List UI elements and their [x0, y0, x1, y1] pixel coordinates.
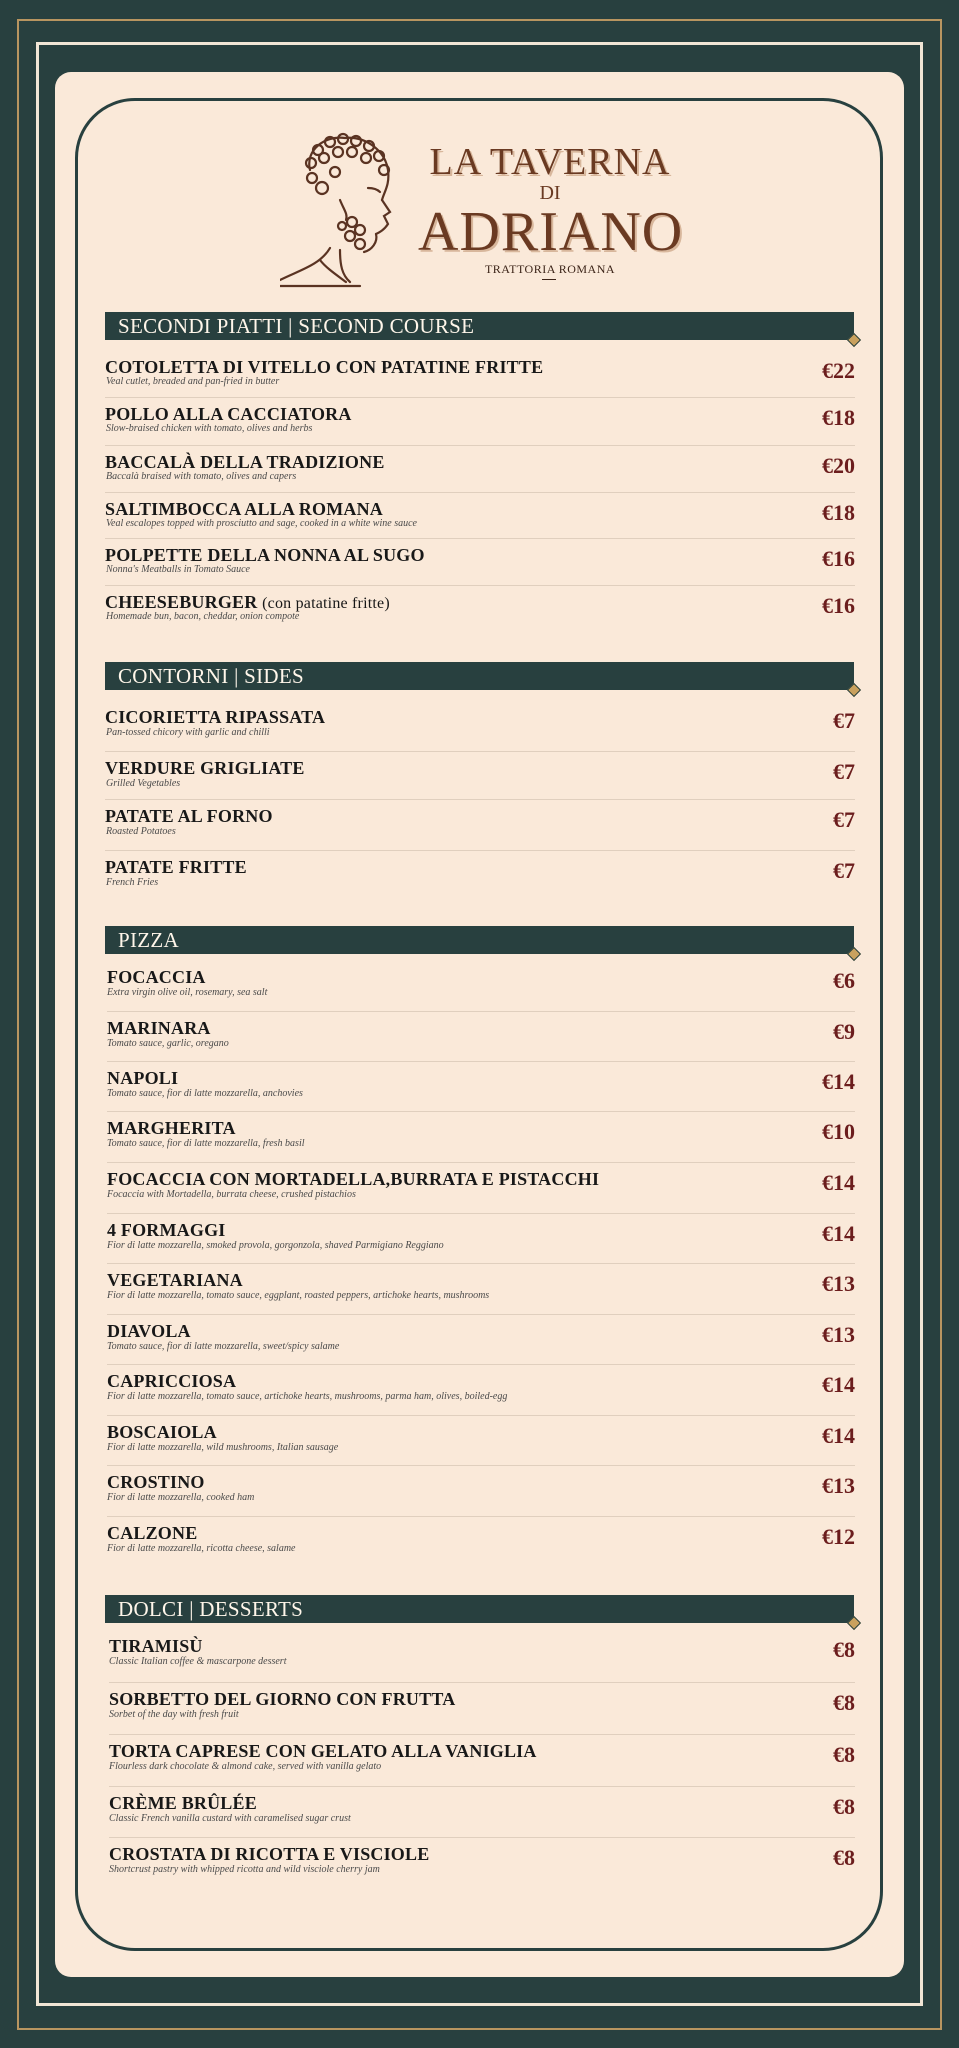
- menu-item-name: [109, 1741, 537, 1762]
- menu-item-description: Grilled Vegetables: [106, 778, 181, 789]
- menu-item-name: [107, 1422, 217, 1443]
- item-divider: [105, 585, 855, 586]
- item-divider: [105, 397, 855, 398]
- menu-item-description: Shortcrust pastry with whipped ricotta and wild visciole cherry jam: [109, 1864, 380, 1875]
- menu-item-description: Baccalà braised with tomato, olives and capers: [106, 471, 297, 482]
- subtitle-divider: [542, 279, 556, 280]
- menu-item-price: €20: [822, 453, 855, 478]
- menu-item-price: €13: [822, 1473, 855, 1498]
- item-divider: [109, 1837, 855, 1838]
- item-divider: [105, 751, 855, 752]
- menu-header: [280, 130, 700, 290]
- menu-item-price: €13: [822, 1271, 855, 1296]
- item-divider: [107, 1516, 855, 1517]
- item-divider: [107, 1314, 855, 1315]
- menu-item-description: Focaccia with Mortadella, burrata cheese, crushed pistachios: [107, 1189, 356, 1200]
- menu-item-description: Tomato sauce, fior di latte mozzarella, sweet/spicy salame: [107, 1341, 340, 1352]
- item-divider: [107, 1263, 855, 1264]
- menu-item-name-note: (con patatine fritte): [262, 595, 390, 612]
- restaurant-title-line3: ADRIANO: [418, 201, 684, 263]
- menu-item-name-text: PATATE AL FORNO: [105, 806, 273, 826]
- restaurant-subtitle: TRATTORIA ROMANA: [484, 262, 616, 276]
- menu-item-description: Fior di latte mozzarella, cooked ham: [107, 1492, 255, 1503]
- menu-item-price: €10: [822, 1119, 855, 1144]
- menu-item-name-text: PATATE FRITTE: [105, 857, 247, 877]
- menu-item-name-text: FOCACCIA: [107, 967, 206, 987]
- menu-item-price: €18: [822, 405, 855, 430]
- menu-item-price: €14: [822, 1221, 855, 1246]
- menu-item-description: Classic Italian coffee & mascarpone dessert: [109, 1656, 287, 1667]
- item-divider: [107, 1061, 855, 1062]
- menu-item-description: Roasted Potatoes: [106, 826, 176, 837]
- menu-item-description: Fior di latte mozzarella, ricotta cheese, salame: [107, 1543, 296, 1554]
- section-header: [105, 926, 854, 954]
- menu-item-description: Veal cutlet, breaded and pan-fried in butter: [106, 376, 280, 387]
- menu-item-name-text: CICORIETTA RIPASSATA: [105, 707, 326, 727]
- item-divider: [107, 1364, 855, 1365]
- menu-item-price: €22: [822, 358, 855, 383]
- menu-item-name: [109, 1689, 455, 1710]
- menu-item-name-text: BOSCAIOLA: [107, 1422, 217, 1442]
- menu-item-name: [107, 1371, 236, 1392]
- menu-item-description: Slow-braised chicken with tomato, olives and herbs: [106, 423, 313, 434]
- menu-item-name: [109, 1793, 257, 1814]
- menu-item-description: Classic French vanilla custard with caramelised sugar crust: [109, 1813, 351, 1824]
- menu-item-name-text: CAPRICCIOSA: [107, 1371, 237, 1391]
- menu-item-name: [109, 1636, 203, 1657]
- item-divider: [107, 1162, 855, 1163]
- menu-item-name-text: 4 FORMAGGI: [107, 1220, 226, 1240]
- menu-item-name: [105, 404, 352, 425]
- menu-item-name: [107, 1018, 211, 1039]
- menu-item-description: Extra virgin olive oil, rosemary, sea salt: [107, 987, 268, 998]
- item-divider: [107, 1213, 855, 1214]
- item-divider: [107, 1111, 855, 1112]
- menu-item-description: Veal escalopes topped with prosciutto and sage, cooked in a white wine sauce: [106, 518, 417, 529]
- menu-item-name: [107, 1472, 205, 1493]
- menu-item-name-text: TORTA CAPRESE CON GELATO ALLA VANIGLIA: [109, 1741, 537, 1761]
- item-divider: [107, 1465, 855, 1466]
- menu-item-name-text: NAPOLI: [107, 1068, 179, 1088]
- menu-item-price: €14: [822, 1170, 855, 1195]
- menu-item-description: Tomato sauce, fior di latte mozzarella, fresh basil: [107, 1138, 305, 1149]
- menu-item-name-text: VERDURE GRIGLIATE: [105, 758, 305, 778]
- menu-item-price: €7: [833, 858, 855, 883]
- menu-item-name: [107, 967, 206, 988]
- menu-item-name: [105, 592, 390, 613]
- item-divider: [105, 445, 855, 446]
- menu-item-name: [105, 806, 273, 827]
- menu-item-description: Nonna's Meatballs in Tomato Sauce: [106, 564, 250, 575]
- menu-item-name: [105, 452, 385, 473]
- section-header: [105, 662, 854, 690]
- item-divider: [105, 492, 855, 493]
- menu-item-price: €8: [833, 1845, 855, 1870]
- restaurant-title-line1: LA TAVERNA: [429, 141, 671, 183]
- menu-item-price: €8: [833, 1690, 855, 1715]
- menu-item-price: €12: [822, 1524, 855, 1549]
- item-divider: [109, 1786, 855, 1787]
- menu-item-price: €8: [833, 1742, 855, 1767]
- menu-item-name-text: POLPETTE DELLA NONNA AL SUGO: [105, 545, 425, 565]
- menu-item-description: French Fries: [106, 877, 159, 888]
- menu-item-name: [107, 1321, 191, 1342]
- menu-item-name-text: SALTIMBOCCA ALLA ROMANA: [105, 499, 383, 519]
- menu-item-name-text: CHEESEBURGER: [105, 592, 258, 612]
- menu-item-name-text: CALZONE: [107, 1523, 198, 1543]
- menu-item-price: €14: [822, 1372, 855, 1397]
- menu-item-description: Fior di latte mozzarella, tomato sauce, artichoke hearts, mushrooms, parma ham, olives, boiled-egg: [107, 1391, 508, 1402]
- menu-item-price: €14: [822, 1423, 855, 1448]
- section-header: [105, 312, 854, 340]
- menu-item-name-text: CROSTATA DI RICOTTA E VISCIOLE: [109, 1844, 430, 1864]
- menu-item-price: €7: [833, 708, 855, 733]
- menu-item-price: €8: [833, 1794, 855, 1819]
- menu-item-name: [105, 545, 425, 566]
- menu-item-name: [105, 499, 383, 520]
- menu-item-price: €18: [822, 500, 855, 525]
- menu-item-price: €6: [833, 968, 855, 993]
- menu-item-name: [105, 357, 543, 378]
- menu-item-description: Flourless dark chocolate & almond cake, served with vanilla gelato: [109, 1761, 382, 1772]
- menu-item-name: [107, 1220, 226, 1241]
- menu-item-name-text: CRÈME BRÛLÉE: [109, 1793, 257, 1813]
- menu-item-price: €13: [822, 1322, 855, 1347]
- item-divider: [105, 538, 855, 539]
- menu-item-name-text: MARGHERITA: [107, 1118, 236, 1138]
- menu-item-price: €16: [822, 546, 855, 571]
- menu-item-name-text: MARINARA: [107, 1018, 211, 1038]
- menu-item-description: Homemade bun, bacon, cheddar, onion compote: [106, 611, 300, 622]
- item-divider: [109, 1734, 855, 1735]
- section-title: DOLCI | DESSERTS: [118, 1597, 304, 1621]
- menu-item-name-text: POLLO ALLA CACCIATORA: [105, 404, 352, 424]
- section-header: [105, 1595, 854, 1623]
- menu-item-name-text: SORBETTO DEL GIORNO CON FRUTTA: [109, 1689, 456, 1709]
- menu-item-name-text: VEGETARIANA: [107, 1270, 243, 1290]
- menu-item-name-text: CROSTINO: [107, 1472, 205, 1492]
- roman-bust-logo: [280, 130, 400, 290]
- restaurant-title-line2: DI: [539, 182, 561, 204]
- menu-item-name-text: TIRAMISÙ: [109, 1636, 203, 1656]
- menu-item-price: €7: [833, 807, 855, 832]
- menu-item-price: €16: [822, 593, 855, 618]
- item-divider: [105, 799, 855, 800]
- menu-item-name: [105, 857, 247, 878]
- menu-item-name: [107, 1068, 178, 1089]
- menu-item-name: [105, 707, 325, 728]
- item-divider: [105, 850, 855, 851]
- menu-item-name-text: BACCALÀ DELLA TRADIZIONE: [105, 452, 385, 472]
- menu-item-name: [107, 1118, 236, 1139]
- menu-item-price: €8: [833, 1637, 855, 1662]
- menu-item-price: €7: [833, 759, 855, 784]
- menu-item-description: Fior di latte mozzarella, wild mushrooms, Italian sausage: [107, 1442, 339, 1453]
- menu-item-description: Tomato sauce, fior di latte mozzarella, anchovies: [107, 1088, 303, 1099]
- menu-item-description: Fior di latte mozzarella, smoked provola, gorgonzola, shaved Parmigiano Reggiano: [107, 1240, 444, 1251]
- section-title: CONTORNI | SIDES: [118, 664, 304, 688]
- menu-item-name-text: DIAVOLA: [107, 1321, 191, 1341]
- menu-item-name: [107, 1270, 243, 1291]
- menu-item-name: [109, 1844, 429, 1865]
- menu-item-name-text: COTOLETTA DI VITELLO CON PATATINE FRITTE: [105, 357, 544, 377]
- menu-item-price: €9: [833, 1019, 855, 1044]
- item-divider: [109, 1682, 855, 1683]
- menu-item-name: [107, 1523, 197, 1544]
- item-divider: [107, 1415, 855, 1416]
- item-divider: [107, 1011, 855, 1012]
- menu-item-name: [105, 758, 305, 779]
- menu-item-description: Tomato sauce, garlic, oregano: [107, 1038, 229, 1049]
- section-title: SECONDI PIATTI | SECOND COURSE: [118, 314, 475, 338]
- menu-item-description: Fior di latte mozzarella, tomato sauce, eggplant, roasted peppers, artichoke hearts, mushrooms: [107, 1290, 490, 1301]
- menu-item-name: [107, 1169, 599, 1190]
- menu-item-description: Sorbet of the day with fresh fruit: [109, 1709, 239, 1720]
- section-title: PIZZA: [118, 928, 179, 952]
- menu-item-price: €14: [822, 1069, 855, 1094]
- menu-item-name-text: FOCACCIA CON MORTADELLA,BURRATA E PISTACCHI: [107, 1169, 600, 1189]
- menu-item-description: Pan-tossed chicory with garlic and chilli: [106, 727, 270, 738]
